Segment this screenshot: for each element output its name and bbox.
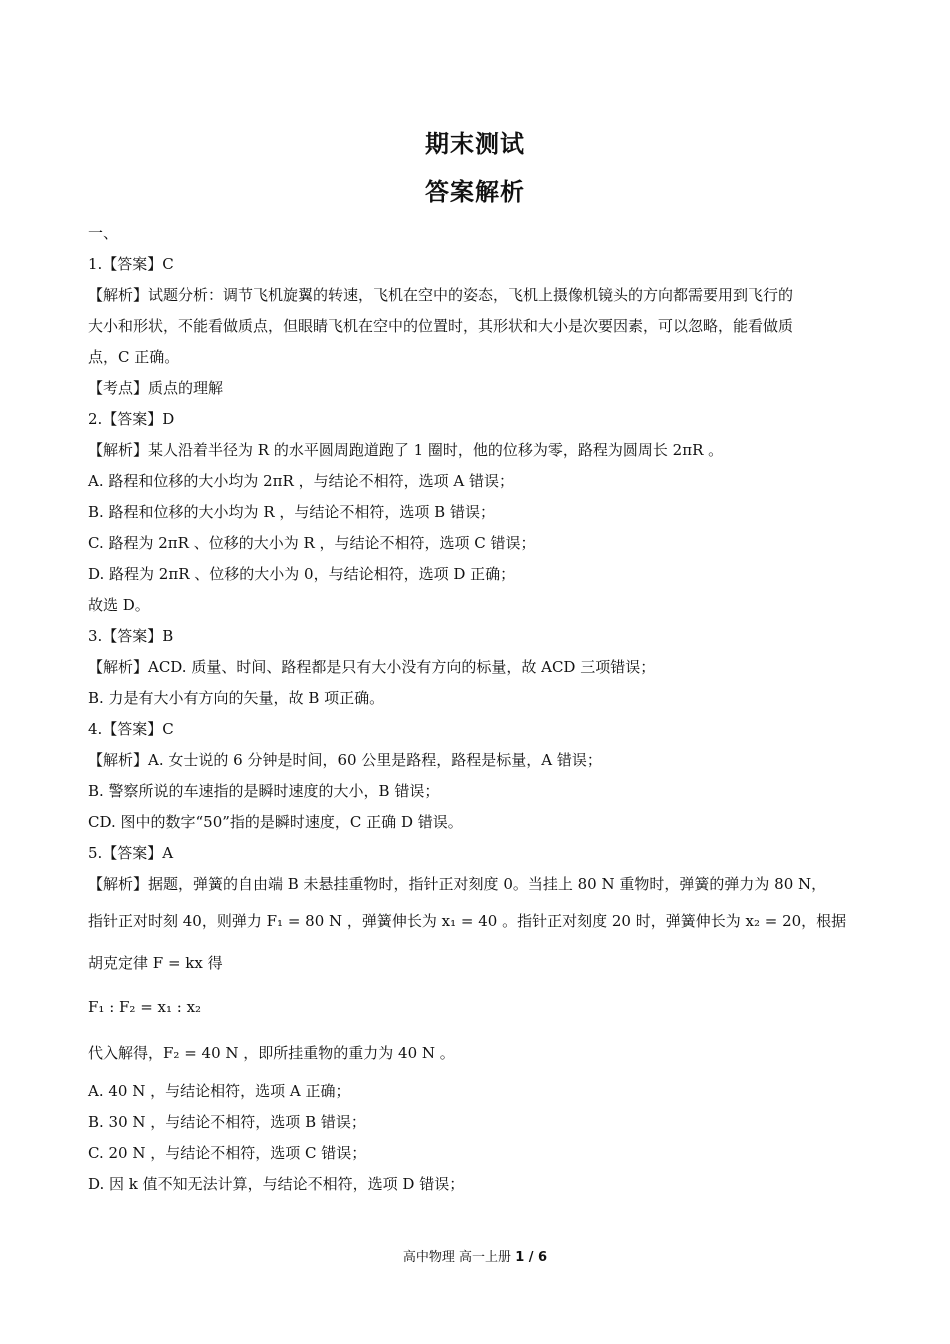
page-number: 1 / 6 [515, 1250, 548, 1265]
answer-2-heading: 2.【答案】D [88, 410, 175, 428]
answer-2-conclusion: 故选 D。 [88, 596, 150, 614]
answer-5-explanation-line: 代入解得，F₂ = 40 N ，即所挂重物的重力为 40 N 。 [88, 1044, 455, 1062]
page-subtitle: 答案解析 [425, 178, 525, 206]
answer-2-option-c: C. 路程为 2πR 、位移的大小为 R ，与结论不相符，选项 C 错误； [88, 534, 536, 552]
answer-3-heading: 3.【答案】B [88, 627, 174, 645]
answer-3-explanation-line: B. 力是有大小有方向的矢量，故 B 项正确。 [88, 689, 385, 707]
answer-3-explanation-line: 【解析】ACD. 质量、时间、路程都是只有大小没有方向的标量，故 ACD 三项错误； [88, 658, 656, 676]
footer-text: 高中物理 高一上册 [402, 1250, 512, 1265]
answer-4-explanation-line: CD. 图中的数字“50”指的是瞬时速度，C 正确 D 错误。 [88, 813, 463, 831]
answer-1-explanation-line: 大小和形状，不能看做质点，但眼睛飞机在空中的位置时，其形状和大小是次要因素，可以忽略，能看做质 [88, 317, 794, 335]
answer-5-option-c: C. 20 N ，与结论不相符，选项 C 错误； [88, 1144, 367, 1162]
answer-5-option-b: B. 30 N ，与结论不相符，选项 B 错误； [88, 1113, 366, 1131]
answer-5-explanation-line: 指针正对时刻 40，则弹力 F₁ = 80 N ，弹簧伸长为 x₁ = 40 。指针正对刻度 20 时，弹簧伸长为 x₂ = 20，根据 [88, 912, 847, 930]
answer-4-explanation-line: 【解析】A. 女士说的 6 分钟是时间，60 公里是路程，路程是标量，A 错误； [88, 751, 602, 769]
answer-5-explanation-line: 胡克定律 F = kx 得 [88, 954, 223, 972]
answer-1-heading: 1.【答案】C [88, 255, 174, 273]
answer-5-option-a: A. 40 N ，与结论相符，选项 A 正确； [88, 1082, 351, 1100]
page-title: 期末测试 [425, 130, 525, 158]
answer-5-heading: 5.【答案】A [88, 844, 174, 862]
answer-1-topic: 【考点】质点的理解 [88, 379, 224, 397]
answer-2-explanation-line: 【解析】某人沿着半径为 R 的水平圆周跑道跑了 1 圈时，他的位移为零，路程为圆周长 2πR 。 [88, 441, 724, 459]
page-footer [0, 1246, 950, 1265]
section-heading: 一、 [88, 224, 119, 242]
answer-2-option-b: B. 路程和位移的大小均为 R ，与结论不相符，选项 B 错误； [88, 503, 495, 521]
answer-2-option-a: A. 路程和位移的大小均为 2πR ，与结论不相符，选项 A 错误； [88, 472, 514, 490]
answer-4-heading: 4.【答案】C [88, 720, 174, 738]
answer-1-explanation-line: 【解析】试题分析：调节飞机旋翼的转速，飞机在空中的姿态，飞机上摄像机镜头的方向都需要用到飞行的 [88, 286, 794, 304]
answer-content [88, 218, 868, 1200]
answer-5-formula: F₁ : F₂ = x₁ : x₂ [88, 998, 202, 1016]
answer-4-explanation-line: B. 警察所说的车速指的是瞬时速度的大小，B 错误； [88, 782, 440, 800]
answer-5-option-d: D. 因 k 值不知无法计算，与结论不相符，选项 D 错误； [88, 1175, 465, 1193]
answer-5-explanation-line: 【解析】据题，弹簧的自由端 B 未悬挂重物时，指针正对刻度 0。当挂上 80 N 重物时，弹簧的弹力为 80 N， [88, 875, 827, 893]
answer-2-option-d: D. 路程为 2πR 、位移的大小为 0，与结论相符，选项 D 正确； [88, 565, 516, 583]
answer-1-explanation-line: 点，C 正确。 [88, 348, 180, 366]
